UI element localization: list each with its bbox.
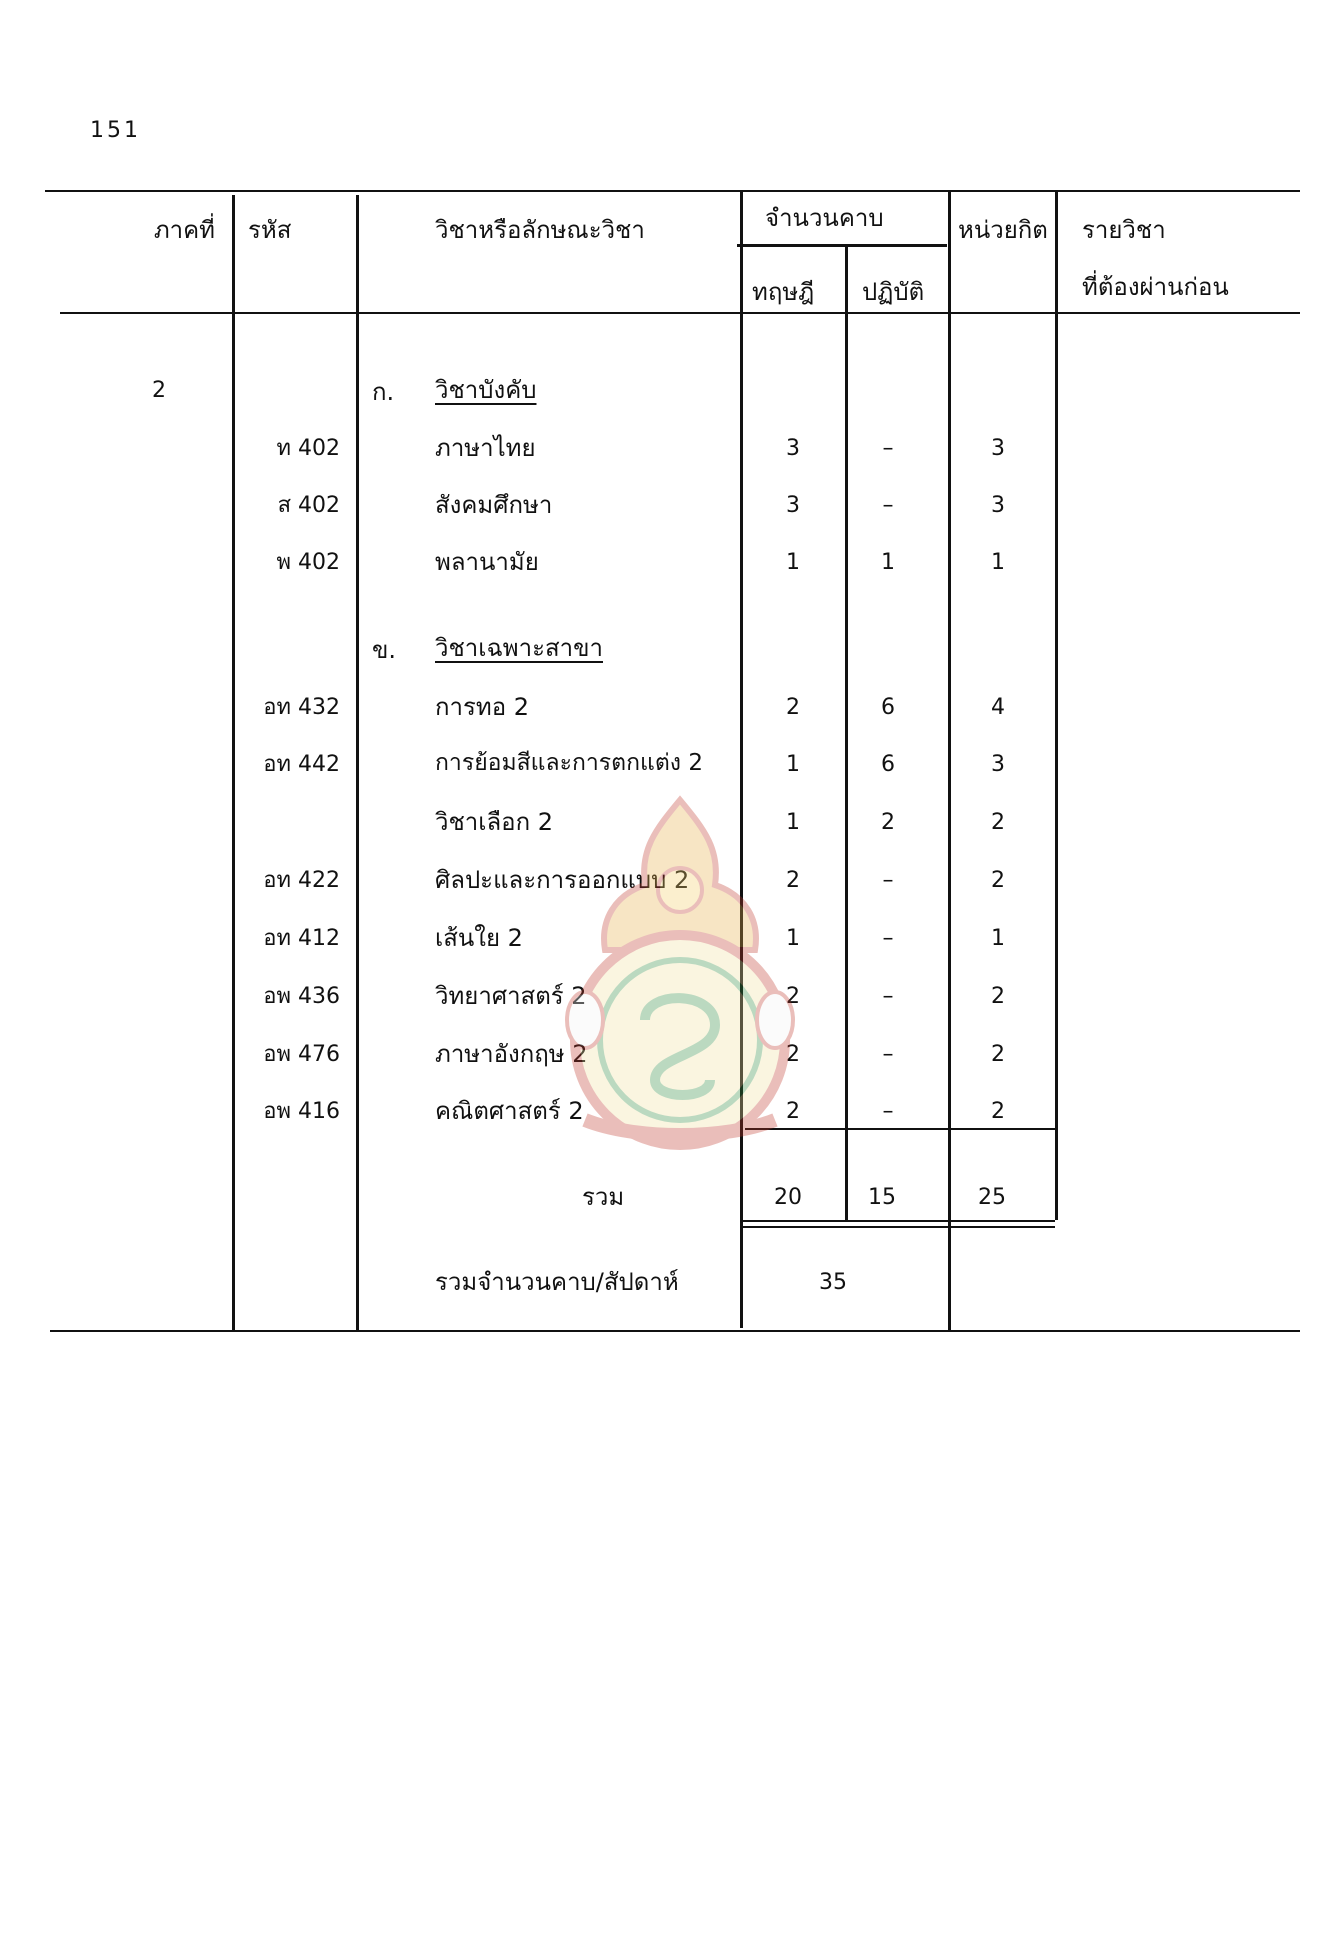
course-practice: – <box>882 1099 894 1124</box>
section-b-marker: ข. <box>372 636 397 664</box>
watermark-seal-icon <box>545 790 815 1150</box>
course-code: อท 422 <box>263 868 340 893</box>
course-theory: 2 <box>786 1042 800 1067</box>
course-code: อท 442 <box>263 752 340 777</box>
header-term: ภาคที่ <box>153 216 215 244</box>
section-b-title: วิชาเฉพาะสาขา <box>435 634 603 662</box>
course-theory: 2 <box>786 984 800 1009</box>
section-a-marker: ก. <box>372 378 395 406</box>
course-theory: 2 <box>786 695 800 720</box>
totals-practice: 15 <box>868 1185 896 1210</box>
totals-label: รวม <box>582 1183 625 1211</box>
course-practice: – <box>882 493 894 518</box>
col-divider-theory <box>845 245 848 1220</box>
col-divider-subject <box>740 190 743 1328</box>
course-theory: 1 <box>786 810 800 835</box>
course-subject: พลานามัย <box>435 548 539 576</box>
course-credits: 2 <box>991 1099 1005 1124</box>
totals-theory: 20 <box>774 1185 802 1210</box>
course-theory: 1 <box>786 752 800 777</box>
course-credits: 2 <box>991 868 1005 893</box>
course-code: พ 402 <box>276 550 340 575</box>
course-subject: การทอ 2 <box>435 693 530 721</box>
course-code: อท 412 <box>263 926 340 951</box>
course-subject: สังคมศึกษา <box>435 491 553 519</box>
header-practice: ปฏิบัติ <box>862 278 925 306</box>
course-practice: – <box>882 868 894 893</box>
course-code: อท 432 <box>263 695 340 720</box>
subtotal-rule <box>745 1128 1055 1130</box>
course-practice: – <box>882 1042 894 1067</box>
weekly-total-label: รวมจำนวนคาบ/สัปดาห์ <box>435 1268 679 1296</box>
section-a-title: วิชาบังคับ <box>435 376 537 404</box>
header-bottom-rule <box>60 312 1300 314</box>
course-practice: 6 <box>881 695 895 720</box>
course-practice: – <box>882 436 894 461</box>
course-subject: วิชาเลือก 2 <box>435 808 553 836</box>
header-prereq-line2: ที่ต้องผ่านก่อน <box>1082 273 1229 301</box>
totals-rule-1 <box>740 1220 1055 1222</box>
course-subject: ภาษาอังกฤษ 2 <box>435 1040 588 1068</box>
course-code: ส 402 <box>277 493 340 518</box>
course-subject: ภาษาไทย <box>435 434 536 462</box>
col-divider-practice <box>948 190 951 1330</box>
course-subject: ศิลปะและการออกแบบ 2 <box>435 866 690 894</box>
course-subject: วิทยาศาสตร์ 2 <box>435 982 587 1010</box>
table-top-rule <box>45 190 1300 192</box>
header-periods: จำนวนคาบ <box>765 204 884 232</box>
course-credits: 2 <box>991 984 1005 1009</box>
course-theory: 3 <box>786 436 800 461</box>
course-theory: 2 <box>786 1099 800 1124</box>
course-subject: การย้อมสีและการตกแต่ง 2 <box>435 750 703 776</box>
course-code: อพ 476 <box>263 1042 340 1067</box>
course-credits: 2 <box>991 810 1005 835</box>
header-theory: ทฤษฎี <box>752 278 815 306</box>
course-practice: – <box>882 984 894 1009</box>
col-divider-term <box>232 195 235 1332</box>
course-theory: 1 <box>786 926 800 951</box>
course-theory: 3 <box>786 493 800 518</box>
course-credits: 3 <box>991 436 1005 461</box>
course-subject: คณิตศาสตร์ 2 <box>435 1097 584 1125</box>
course-code: อพ 436 <box>263 984 340 1009</box>
course-credits: 3 <box>991 752 1005 777</box>
header-credits: หน่วยกิต <box>958 216 1048 244</box>
totals-credits: 25 <box>978 1185 1006 1210</box>
page-number: 151 <box>90 118 141 143</box>
course-practice: 2 <box>881 810 895 835</box>
col-divider-credits <box>1055 190 1058 1220</box>
course-practice: 6 <box>881 752 895 777</box>
course-credits: 1 <box>991 550 1005 575</box>
course-practice: – <box>882 926 894 951</box>
periods-subheader-rule <box>737 244 947 247</box>
course-credits: 1 <box>991 926 1005 951</box>
term-value: 2 <box>152 378 166 403</box>
table-bottom-rule <box>50 1330 1300 1332</box>
course-code: ท 402 <box>276 436 340 461</box>
course-credits: 2 <box>991 1042 1005 1067</box>
header-code: รหัส <box>248 216 292 244</box>
course-credits: 3 <box>991 493 1005 518</box>
course-subject: เส้นใย 2 <box>435 924 523 952</box>
header-subject: วิชาหรือลักษณะวิชา <box>435 216 645 244</box>
totals-rule-2 <box>740 1226 1055 1228</box>
course-credits: 4 <box>991 695 1005 720</box>
course-practice: 1 <box>881 550 895 575</box>
course-theory: 1 <box>786 550 800 575</box>
col-divider-code <box>356 195 359 1332</box>
header-prereq-line1: รายวิชา <box>1082 216 1166 244</box>
course-theory: 2 <box>786 868 800 893</box>
course-code: อพ 416 <box>263 1099 340 1124</box>
weekly-total-value: 35 <box>819 1270 847 1295</box>
